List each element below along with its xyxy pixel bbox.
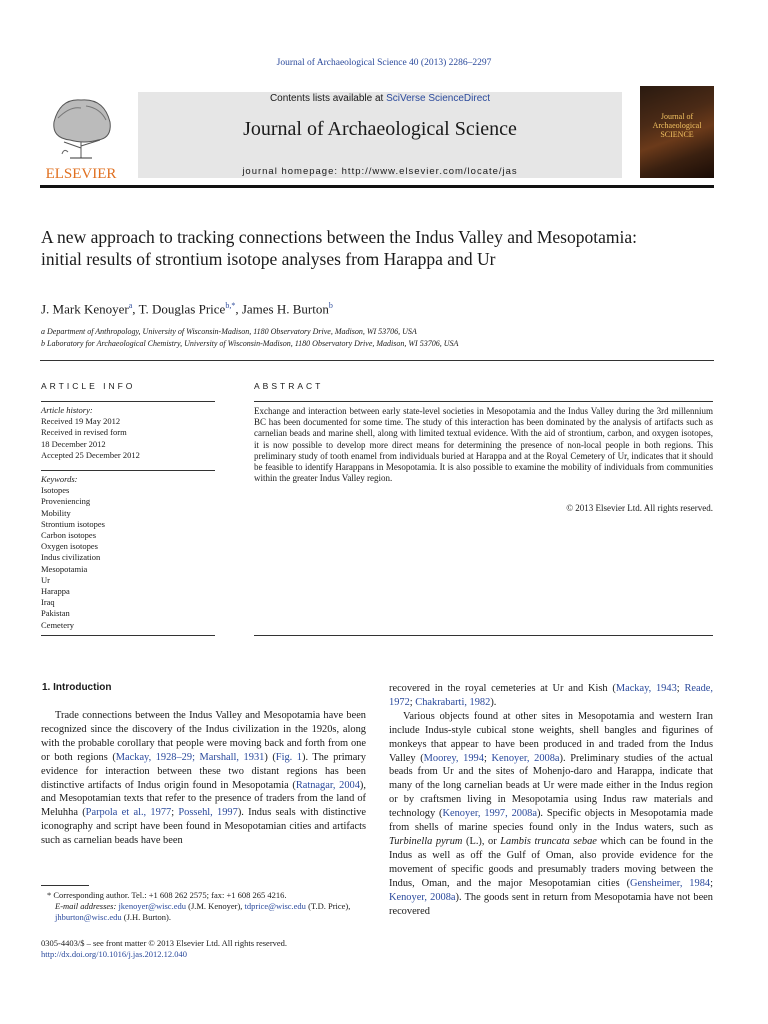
history-item: Received 19 May 2012: [41, 416, 121, 427]
abstract-heading: ABSTRACT: [254, 381, 324, 391]
author-affiliation-mark[interactable]: b,*: [225, 301, 236, 310]
article-info-heading: ARTICLE INFO: [41, 381, 136, 391]
species-name: Turbinella pyrum: [389, 835, 463, 847]
abstract-end-rule: [254, 635, 713, 636]
text-run: ;: [409, 696, 416, 708]
keyword: Mobility: [41, 507, 71, 518]
article-info-end-rule: [41, 635, 215, 636]
abstract-rule: [254, 401, 713, 402]
sciencedirect-link[interactable]: SciVerse ScienceDirect: [386, 93, 491, 104]
author-separator: ,: [132, 301, 139, 317]
email-addresses: [41, 901, 366, 923]
keyword: Cemetery: [41, 619, 75, 630]
text-run: ;: [710, 877, 713, 889]
text-run: ;: [676, 683, 685, 694]
citation-link[interactable]: Kenoyer, 2008a: [389, 891, 456, 903]
author-list: [41, 301, 333, 317]
contents-line: [138, 92, 622, 106]
citation-link[interactable]: Possehl, 1997: [178, 807, 238, 819]
keyword: Isotopes: [41, 485, 70, 496]
text-run: Trade connections between the Indus Valley and Mesopotamia have been recognized since the discovery of the Indus civilization in the 1920s, along with the probable corollary that people were moving back and forth from one or both regions (: [41, 710, 366, 763]
text-run: Various objects found at other sites in Mesopotamia and western Iran include Indus-style cubical stone weights, shell bangles and figurines of monkeys that appear to have been produced in and traded from the Indus Valley (: [389, 710, 713, 764]
intro-paragraph-2: [389, 710, 713, 919]
abstract-text: Exchange and interaction between early state-level societies in Mesopotamia and the Indus Valley during the 3rd millennium BC has been documented for some time. The study of this interaction has been dominated by the analysis of artifacts such as carnelian beads and marine shell, along with limited textual evidence. With the aid of strontium, carbon, and oxygen isotopes, it is now possible to develop more direct means for determining the presence of non-local people in both regions. This preliminary study of tooth enamel from individuals buried at Harappa and at the Royal Cemetery of Ur, indicates that it should be feasible to identify Harappans in Mesopotamia. It is also possible to examine the mobility of individuals from communities within the greater Indus Valley region.: [254, 406, 713, 484]
text-run: ). Preliminary studies of the actual beads from Ur and the sites of Mohenjo-daro and Harappa, indicate that many of the long carnelian beads at Ur were made either in the Indus region or by craftsmen living in Mesopotamia using Indus raw materials and technology (: [389, 752, 713, 820]
text-run: ). Specific objects in Mesopotamia made from shells of marine species found only in the Indus waters, such as: [389, 808, 713, 834]
issn-block: [41, 938, 366, 960]
header-divider: [40, 185, 714, 188]
text-run: recovered in the royal cemeteries at Ur and Kish (: [389, 683, 616, 694]
email-owner: (J.M. Kenoyer),: [185, 901, 245, 911]
keyword: Harappa: [41, 586, 70, 597]
citation-link[interactable]: Mackay, 1943: [615, 683, 677, 694]
citation-link[interactable]: Kenoyer, 2008a: [491, 752, 560, 764]
keywords-rule: [41, 470, 215, 471]
author-affiliation-mark[interactable]: a: [128, 301, 133, 310]
citation-link[interactable]: Kenoyer, 1997, 2008a: [442, 808, 537, 820]
text-run: ) (: [264, 751, 276, 763]
species-name: Lambis truncata sebae: [500, 835, 597, 847]
citation-link[interactable]: Gensheimer, 1984: [630, 877, 711, 889]
text-run: (L.), or: [462, 835, 501, 847]
keywords-label: Keywords:: [41, 474, 78, 484]
journal-homepage[interactable]: journal homepage: http://www.elsevier.com/locate/jas: [242, 166, 518, 177]
footnote: [41, 890, 366, 923]
article-info-rule: [41, 401, 215, 402]
corresponding-author-note: * Corresponding author. Tel.: +1 608 262 2575; fax: +1 608 265 4216.: [47, 890, 287, 900]
keyword: Carbon isotopes: [41, 530, 97, 541]
citation-link[interactable]: Moorey, 1994: [423, 752, 484, 764]
history-item: Received in revised form: [41, 427, 127, 438]
text-run: ;: [483, 752, 492, 764]
body-column-left: [41, 709, 366, 848]
history-item: Accepted 25 December 2012: [41, 449, 140, 460]
keyword: Oxygen isotopes: [41, 541, 98, 552]
text-run: ;: [171, 807, 179, 819]
keywords-list: [41, 474, 215, 631]
keyword: Iraq: [41, 597, 55, 608]
issn-line: 0305-4403/$ – see front matter © 2013 Elsevier Ltd. All rights reserved.: [41, 938, 288, 948]
citation-link[interactable]: Mackay, 1928–29; Marshall, 1931: [115, 751, 265, 763]
doi-link[interactable]: http://dx.doi.org/10.1016/j.jas.2012.12.040: [41, 949, 187, 959]
affiliation-a: a Department of Anthropology, University of Wisconsin-Madison, 1180 Observatory Drive, Madison, WI 53706, USA: [41, 327, 417, 336]
journal-reference[interactable]: Journal of Archaeological Science 40 (2013) 2286–2297: [276, 58, 492, 68]
email-link[interactable]: tdprice@wisc.edu: [244, 901, 306, 911]
text-run: ). The primary evidence for interaction between these two distant regions has been distinctive artifacts of Indus origin found in Mesopotamia (: [41, 751, 366, 791]
paper-title: A new approach to tracking connections between the Indus Valley and Mesopotamia: initial results of strontium isotope analyses from Harappa and Ur: [41, 227, 637, 269]
citation-link[interactable]: Fig. 1: [275, 751, 302, 763]
text-run: ). The goods sent in return from Mesopotamia have not been recovered: [389, 891, 713, 917]
footnote-rule: [41, 885, 89, 886]
text-run: which can be found in the Indus as well as off the Gulf of Oman, also provide evidence for the movement of specific goods and presumably traders moving between the Indus, Oman, and the major Mesopotamian cities (: [389, 835, 713, 889]
keyword: Strontium isotopes: [41, 518, 105, 529]
elsevier-logo: [40, 92, 122, 182]
journal-title: Journal of Archaeological Science: [243, 118, 517, 140]
text-run: ).: [490, 696, 497, 708]
citation-link[interactable]: Ratnagar, 2004: [295, 779, 360, 791]
contents-prefix: Contents lists available at: [269, 93, 387, 104]
affiliation-b: b Laboratory for Archaeological Chemistry, University of Wisconsin-Madison, 1180 Observatory Drive, Madison, WI 53706, USA: [41, 339, 459, 348]
keyword: Indus civilization: [41, 552, 101, 563]
email-link[interactable]: jhburton@wisc.edu: [55, 912, 122, 922]
email-label: E-mail addresses:: [55, 901, 119, 911]
text-run: ). Indus seals with distinctive iconography and script have been found in Mesopotamian cities and artifacts such as carnelian beads have been: [41, 807, 367, 847]
text-run: ), and Mesopotamian texts that refer to the presence of traders from the land of Meluhha (: [41, 779, 366, 819]
author-name: James H. Burton: [241, 301, 329, 317]
author-affiliation-mark[interactable]: b: [328, 301, 333, 310]
journal-cover-label: Journal of Archaeological SCIENCE: [652, 112, 702, 139]
citation-link[interactable]: Parpola et al., 1977: [85, 807, 172, 819]
keyword: Ur: [41, 574, 50, 585]
author-name: J. Mark Kenoyer: [41, 301, 129, 317]
email-owner: (T.D. Price),: [305, 901, 351, 911]
keyword: Proveniencing: [41, 496, 91, 507]
publisher-wordmark: ELSEVIER: [45, 166, 117, 182]
affiliation-divider: [40, 360, 714, 361]
email-link[interactable]: jkenoyer@wisc.edu: [118, 901, 186, 911]
intro-paragraph-1: [41, 709, 366, 848]
keyword: Pakistan: [41, 608, 70, 619]
article-history: [41, 405, 215, 461]
body-column-right: [389, 682, 713, 918]
history-item: 18 December 2012: [41, 438, 106, 449]
citation-link[interactable]: Chakrabarti, 1982: [415, 696, 491, 708]
email-owner: (J.H. Burton).: [121, 912, 171, 922]
author-name: T. Douglas Price: [138, 301, 226, 317]
section-heading-introduction: 1. Introduction: [42, 682, 112, 693]
copyright-notice: © 2013 Elsevier Ltd. All rights reserved.: [566, 503, 713, 513]
keyword: Mesopotamia: [41, 563, 88, 574]
intro-paragraph-continued: [389, 682, 713, 710]
author-separator: ,: [235, 301, 242, 317]
citation-link[interactable]: Reade, 1972: [389, 683, 713, 708]
history-label: Article history:: [41, 405, 93, 415]
